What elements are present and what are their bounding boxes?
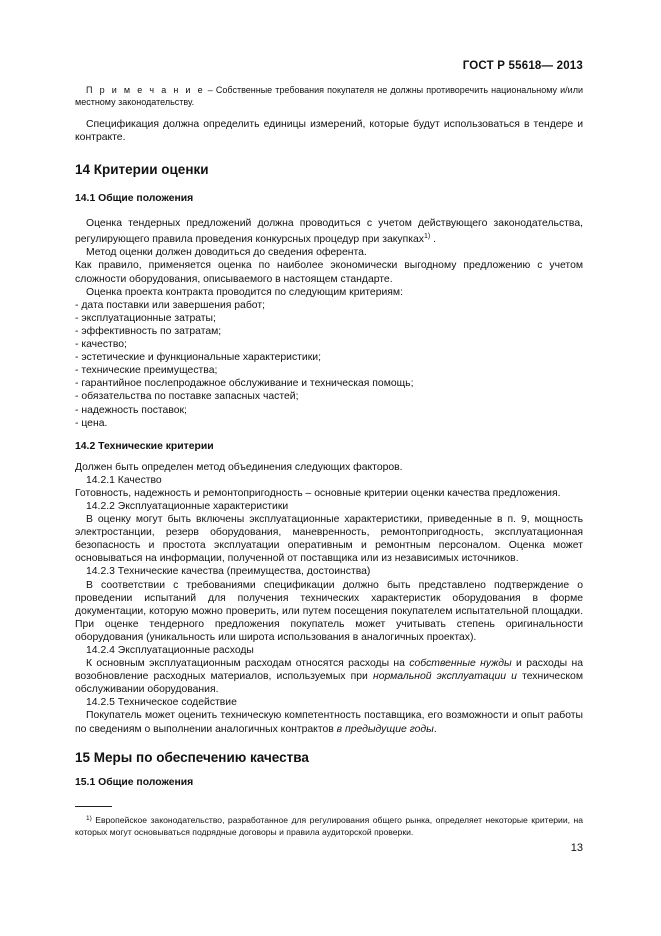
criteria-list — [75, 299, 583, 430]
intro-paragraph: Спецификация должна определить единицы измерений, которые будут использоваться в тендере и контракте. — [75, 119, 583, 144]
list-item: - эффективность по затратам; — [75, 325, 222, 337]
heading-14-2-3: 14.2.3 Технические качества (преимущества, достоинства) — [86, 566, 371, 578]
text-14-2-4-italic-2: нормальной эксплуатации и — [372, 671, 517, 683]
section-14-2-title: 14.2 Технические критерии — [75, 440, 214, 452]
section-15-1-title: 15.1 Общие положения — [75, 776, 194, 788]
heading-14-2-2: 14.2.2 Эксплуатационные характеристики — [86, 500, 289, 512]
paragraph-14-1-1-end: . — [430, 234, 436, 246]
list-item: - гарантийное послепродажное обслуживание и техническая помощь; — [75, 378, 414, 390]
note — [75, 85, 583, 108]
standard-header: ГОСТ Р 55618— 2013 — [462, 60, 583, 72]
paragraph-14-1-1 — [75, 217, 583, 246]
text-14-2-4-italic-1: собственные нужды — [409, 658, 512, 670]
heading-14-2-1: 14.2.1 Качество — [86, 474, 162, 486]
page-number: 13 — [570, 842, 583, 854]
paragraph-14-2-intro: Должен быть определен метод объединения следующих факторов. — [75, 461, 403, 473]
list-item: - обязательства по поставке запасных частей; — [75, 391, 299, 403]
footnote-ref: 1) — [423, 233, 431, 241]
section-15-title: 15 Меры по обеспечению качества — [75, 749, 309, 765]
page-content — [75, 85, 583, 789]
list-item: - технические преимущества; — [75, 365, 218, 377]
heading-14-2-5: 14.2.5 Техническое содействие — [86, 697, 237, 709]
text-14-2-5-italic: в предыдущие годы — [336, 723, 434, 735]
section-14-title: 14 Критерии оценки — [75, 162, 209, 178]
heading-14-2-4: 14.2.4 Эксплуатационные расходы — [86, 645, 254, 656]
text-14-2-4 — [75, 657, 583, 696]
list-item: - эстетические и функциональные характеристики; — [75, 352, 321, 364]
note-label: П р и м е ч а н и е — [86, 85, 205, 95]
text-14-2-3: В соответствии с требованиями спецификации должно быть представлено подтверждение о проведении испытаний для получения технических характеристик оборудования в форме документации, которую можно проверить, или путем посещения покупателем испытательной площадки. При оценке тендерного предложения покупатель может учитывать степень оригинальности оборудования (уникальность или широта использования в аналогичных проектах). — [75, 579, 583, 643]
text-14-2-4-e: техническом обслуживании оборудования. — [75, 671, 583, 696]
text-14-2-5-c: . — [433, 723, 437, 735]
note-text: – Собственные требования покупателя не должны противоречить национальному и/или местному законодательству. — [75, 85, 583, 107]
footnote — [75, 813, 583, 838]
list-item: - цена. — [75, 417, 108, 429]
text-14-2-2: В оценку могут быть включены эксплуатационные характеристики, приведенные в п. 9, мощность электростанции, резерв оборудования, маневренность, ремонтопригодность, эксплуатационная безопасность и простота эксплуатации оперативным и ремонтным персоналом. Оценка может основываться на информации, полученной от поставщика или из независимых источников. — [75, 514, 583, 565]
footnote-divider — [75, 806, 112, 807]
paragraph-14-1-1-text: Оценка тендерных предложений должна проводиться с учетом действующего законодательства, регулирующего правила проведения конкурсных процедур при закупках — [75, 218, 583, 246]
text-14-2-5 — [75, 709, 583, 735]
text-14-2-4-a: К основным эксплуатационным расходам относятся расходы на — [86, 658, 410, 670]
list-item: - эксплуатационные затраты; — [75, 312, 216, 324]
paragraph-14-1-3: Как правило, применяется оценка по наиболее экономически выгодному предложению с учетом сложности оборудования, описываемого в настоящем стандарте. — [75, 260, 583, 285]
footnote-text: Европейское законодательство, разработанное для регулирования общего рынка, определяет некоторые критерии, на которых могут основываться подрядные договоры и правила аудиторской проверки. — [75, 815, 583, 837]
text-14-2-4-c: и расходы на возобновление расходных материалов, используемых при — [75, 658, 583, 683]
footnote-mark: 1) — [86, 815, 92, 822]
text-14-2-1: Готовность, надежность и ремонтопригодность – основные критерии оценки качества предложения. — [75, 487, 561, 499]
section-14-1-title: 14.1 Общие положения — [75, 193, 194, 205]
list-item: - надежность поставок; — [75, 404, 187, 416]
paragraph-14-1-4: Оценка проекта контракта проводится по следующим критериям: — [86, 286, 403, 298]
paragraph-14-1-2: Метод оценки должен доводиться до сведения оферента. — [86, 247, 367, 259]
list-item: - качество; — [75, 339, 127, 351]
list-item: - дата поставки или завершения работ; — [75, 299, 265, 311]
text-14-2-5-a: Покупатель может оценить техническую компетентность поставщика, его возможности и опыт работы по сведениям о выполнении аналогичных контрактов — [75, 710, 583, 735]
